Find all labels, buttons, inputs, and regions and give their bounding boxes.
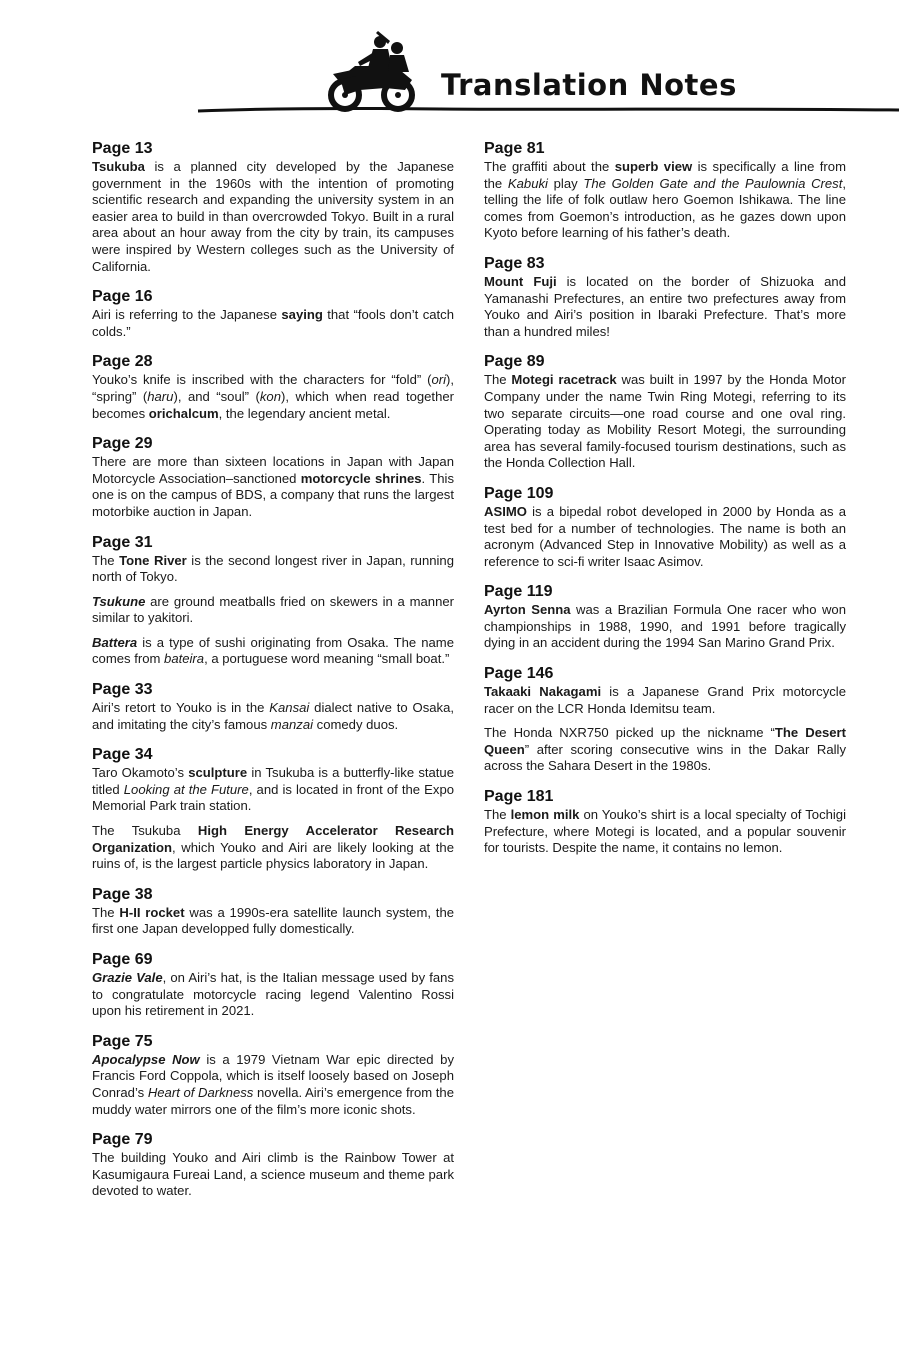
note-section: [484, 254, 846, 340]
page-heading: Page 146: [484, 665, 554, 683]
text-run: , telling the life of folk outlaw hero Goemon Ishikawa. The line comes from Goemon’s introduction, as he gazes down upon Kyoto before learning of his father’s death.: [484, 175, 846, 241]
note-section: [484, 484, 846, 570]
text-run: ), and “soul” (: [173, 388, 260, 404]
motorcycle-riders-logo-icon: [0, 0, 900, 120]
emphasized-text: Battera: [92, 634, 138, 650]
note-section: [484, 352, 846, 472]
note-section: [92, 1130, 454, 1200]
text-run: are ground meatballs fried on skewers in a manner similar to yakitori.: [92, 593, 454, 626]
note-section: [92, 745, 454, 873]
page-heading: Page 33: [92, 681, 153, 699]
notes-column-right: [484, 139, 846, 869]
text-run: ” after scoring consecutive wins in the Dakar Rally across the Sahara Desert in the 1980s.: [484, 741, 846, 774]
emphasized-text: ASIMO: [484, 503, 527, 519]
note-paragraph: [92, 307, 454, 340]
emphasized-text: H-II rocket: [119, 904, 185, 920]
emphasized-text: Tsukuba: [92, 159, 145, 174]
note-paragraph: [484, 274, 846, 340]
text-run: that “fools don’t catch colds.”: [92, 307, 454, 339]
page-heading: Page 79: [92, 1131, 153, 1149]
emphasized-text: Tone River: [119, 552, 187, 568]
text-run: The: [484, 372, 512, 388]
emphasized-text: Grazie Vale: [92, 970, 163, 985]
page-title: Translation Notes: [441, 68, 737, 102]
page-heading: Page 83: [484, 254, 545, 272]
note-section: [92, 434, 454, 520]
text-run: Airi is referring to the Japanese: [92, 307, 282, 323]
note-section: [92, 680, 454, 733]
text-run: The: [92, 552, 120, 568]
note-paragraph: [484, 159, 846, 242]
page-heading: Page 119: [484, 583, 553, 601]
note-paragraph: [92, 823, 454, 873]
emphasized-text: Mount Fuji: [484, 273, 557, 289]
emphasized-text: Tsukune: [92, 593, 146, 609]
text-run: The Tsukuba: [92, 823, 198, 839]
text-run: The building Youko and Airi climb is the Rainbow Tower at Kasumigaura Fureai Land, a science museum and theme park devoted to water.: [92, 1150, 454, 1199]
emphasized-text: haru: [147, 388, 174, 404]
note-paragraph: [92, 970, 454, 1020]
emphasized-text: Takaaki Nakagami: [484, 684, 602, 700]
text-run: The: [92, 904, 120, 920]
note-paragraph: [92, 765, 454, 815]
emphasized-text: Looking at the Future: [123, 781, 249, 797]
text-run: comedy duos.: [313, 716, 399, 732]
note-section: [92, 885, 454, 938]
note-paragraph: [92, 1052, 454, 1118]
text-run: is a type of sushi originating from Osaka. The name comes from: [92, 634, 454, 667]
text-run: The graffiti about the: [484, 159, 615, 174]
note-section: [92, 1032, 454, 1118]
text-run: is a 1979 Vietnam War epic directed by Francis Ford Coppola, which is itself loosely based on Joseph Conrad’s: [92, 1051, 455, 1100]
text-run: is a planned city developed by the Japanese government in the 1960s with the intention of promoting scientific research and expanding the university system in an easier area to build in than overcrowded Tokyo. Built in a rural area about an hour away from the city by train, its campuses were inspired by Western colleges such as the University of California.: [92, 159, 454, 274]
page-header: [0, 0, 900, 120]
page-heading: Page 28: [92, 353, 153, 371]
emphasized-text: motorcycle shrines: [300, 470, 422, 486]
text-run: ), which when read together becomes: [92, 388, 454, 421]
note-paragraph: [92, 905, 454, 938]
text-run: , and is located in front of the Expo Memorial Park train station.: [92, 781, 455, 814]
emphasized-text: Apocalypse Now: [92, 1051, 200, 1067]
text-run: was a 1990s-era satellite launch system, the first one Japan developped fully domestically.: [92, 904, 455, 937]
text-run: , a portuguese word meaning “small boat.”: [204, 651, 450, 667]
note-paragraph: [484, 684, 846, 717]
emphasized-text: Kabuki: [507, 175, 548, 191]
notes-column-left: [92, 139, 454, 1212]
note-paragraph: [484, 372, 846, 472]
text-run: on Youko’s shirt is a local specialty of Tochigi Prefecture, where Motegi is located, and a popular souvenir for tourists. Despite the name, it contains no lemon.: [484, 807, 846, 856]
page-heading: Page 109: [484, 484, 554, 502]
text-run: Taro Okamoto’s: [92, 765, 189, 781]
text-run: , on Airi’s hat, is the Italian message used by fans to congratulate motorcycle racing legend Valentino Rossi upon his retirement in 2021.: [92, 970, 454, 1019]
page-heading: Page 34: [92, 746, 153, 764]
emphasized-text: bateira: [164, 651, 205, 667]
emphasized-text: Kansai: [269, 700, 310, 716]
note-section: [484, 582, 846, 652]
note-section: [92, 352, 454, 422]
note-section: [92, 533, 454, 669]
page-heading: Page 89: [484, 353, 545, 371]
page-heading: Page 31: [92, 533, 153, 551]
text-run: The Honda NXR750 picked up the nickname “: [484, 725, 775, 741]
emphasized-text: sculpture: [188, 765, 248, 781]
text-run: dialect native to Osaka, and imitating the city’s famous: [92, 700, 454, 732]
text-run: was built in 1997 by the Honda Motor Company under the name Twin Ring Motegi, referring to its two separate circuits—one road course and one oval ring. Operating today as Mobility Resort Motegi, the surrounding area has several family-focused tourism destinations, such as the Honda Collection Hall.: [484, 372, 846, 471]
page-heading: Page 38: [92, 885, 153, 903]
note-paragraph: [92, 372, 454, 422]
text-run: The: [484, 807, 511, 823]
note-section: [484, 664, 846, 775]
note-section: [92, 287, 454, 340]
page-heading: Page 16: [92, 288, 153, 306]
emphasized-text: saying: [281, 307, 323, 323]
note-section: [92, 950, 454, 1020]
note-section: [484, 787, 846, 857]
text-run: in Tsukuba is a butterfly-like statue titled: [92, 765, 454, 797]
page-heading: Page 29: [92, 435, 153, 453]
note-paragraph: [484, 602, 846, 652]
note-paragraph: [92, 454, 454, 520]
text-run: ), “spring” (: [92, 372, 454, 404]
emphasized-text: orichalcum: [148, 405, 219, 421]
note-paragraph: [484, 725, 846, 775]
text-run: is the second longest river in Japan, running north of Tokyo.: [92, 552, 454, 585]
page-heading: Page 69: [92, 951, 153, 968]
note-paragraph: [92, 1150, 454, 1200]
note-section: [484, 139, 846, 242]
emphasized-text: Heart of Darkness: [147, 1084, 254, 1100]
text-run: . This one is on the campus of BDS, a company that runs the largest motorbike auction in Japan.: [92, 470, 454, 519]
emphasized-text: kon: [259, 388, 281, 404]
note-paragraph: [484, 504, 846, 570]
emphasized-text: Motegi racetrack: [511, 372, 617, 388]
text-run: , the legendary ancient metal.: [218, 405, 391, 421]
note-paragraph: [92, 553, 454, 586]
emphasized-text: ori: [431, 372, 446, 388]
note-paragraph: [92, 159, 454, 275]
page-heading: Page 13: [92, 140, 153, 157]
text-run: was a Brazilian Formula One racer who won championships in 1988, 1990, and 1991 before tragically dying in an accident during the 1994 San Marino Grand Prix.: [484, 602, 846, 651]
emphasized-text: Ayrton Senna: [484, 602, 571, 618]
note-paragraph: [92, 594, 454, 627]
text-run: is a bipedal robot developed in 2000 by Honda as a test bed for a number of technologies. The name is both an acronym (Advanced Step in Innovative Mobility) as well as a reference to sci-fi writer Isaac Asimov.: [484, 503, 846, 569]
page-heading: Page 75: [92, 1032, 153, 1050]
text-run: , which Youko and Airi are likely looking at the ruins of, is the largest particle physics laboratory in Japan.: [92, 839, 454, 872]
note-paragraph: [484, 807, 846, 857]
page-heading: Page 81: [484, 140, 545, 157]
text-run: Youko’s knife is inscribed with the characters for “fold” (: [92, 372, 432, 388]
note-paragraph: [92, 635, 454, 668]
emphasized-text: High Energy Accelerator Research Organization: [92, 823, 455, 855]
text-run: There are more than sixteen locations in Japan with Japan Motorcycle Association–sanctioned: [92, 454, 454, 486]
page-heading: Page 181: [484, 788, 554, 806]
emphasized-text: manzai: [270, 716, 314, 732]
text-run: Airi’s retort to Youko is in the: [92, 700, 270, 716]
emphasized-text: lemon milk: [510, 807, 580, 823]
note-section: [92, 139, 454, 275]
text-run: novella. Airi’s emergence from the muddy water mirrors one of the film’s more iconic shots.: [92, 1084, 454, 1117]
text-run: is a Japanese Grand Prix motorcycle racer on the LCR Honda Idemitsu team.: [484, 684, 846, 716]
emphasized-text: superb view: [614, 159, 693, 174]
emphasized-text: The Desert Queen: [484, 725, 846, 757]
text-run: is specifically a line from the: [484, 159, 846, 191]
emphasized-text: The Golden Gate and the Paulownia Crest: [583, 175, 843, 191]
text-run: is located on the border of Shizuoka and Yamanashi Prefectures, an entire two prefectures away from Youko and Airi’s position in Ibaraki Prefecture. That’s more than a hundred miles!: [484, 273, 846, 339]
text-run: play: [547, 175, 584, 191]
note-paragraph: [92, 700, 454, 733]
